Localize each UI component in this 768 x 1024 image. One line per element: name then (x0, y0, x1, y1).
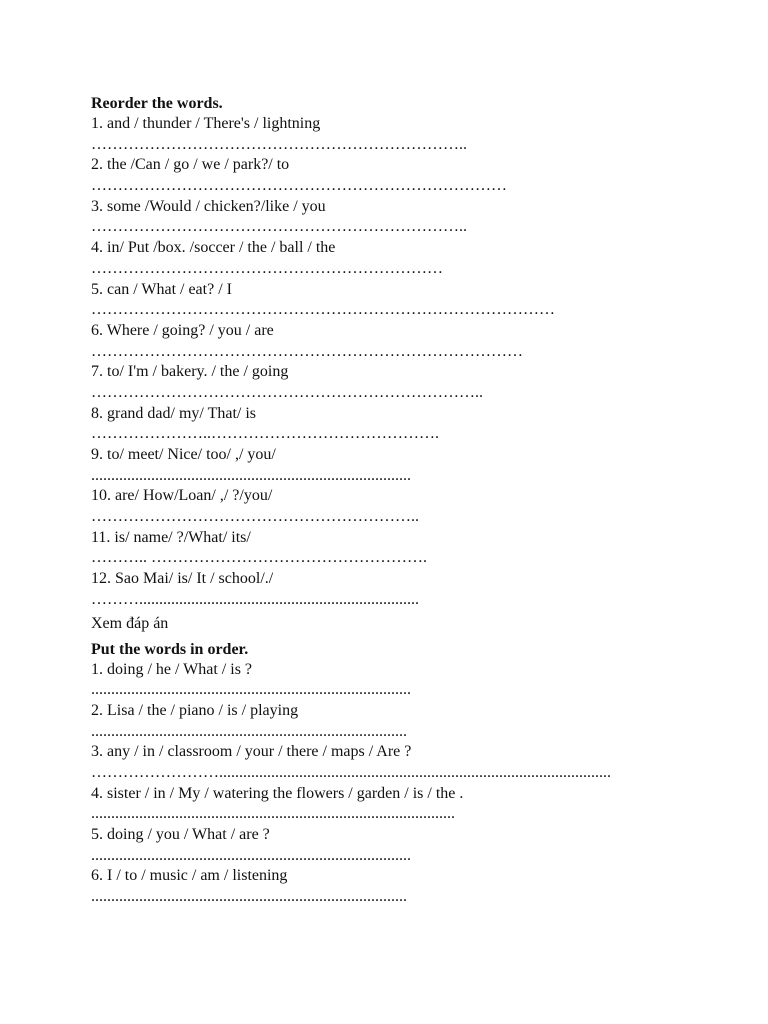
answer-line: ………………………………………………………… (91, 259, 443, 277)
question-text: 5. can / What / eat? / I (91, 280, 232, 298)
section1-list (91, 114, 711, 611)
answer-line: ................................................................................ (91, 466, 411, 484)
answer-line: …………………………………………………………………… (91, 177, 507, 195)
question-text: 4. sister / in / My / watering the flowers / garden / is / the . (91, 784, 464, 802)
question-text: 10. are/ How/Loan/ ,/ ?/you/ (91, 487, 273, 505)
answer-line: ........................................................................................... (91, 805, 455, 823)
question-text: 3. any / in / classroom / your / there / maps / Are ? (91, 743, 412, 761)
question-text: 2. the /Can / go / we / park?/ to (91, 156, 290, 174)
section2-heading: Put the words in order. (91, 640, 249, 658)
worksheet-content (91, 94, 711, 908)
question-text: 12. Sao Mai/ is/ It / school/./ (91, 570, 274, 588)
section1-heading: Reorder the words. (91, 95, 223, 112)
answer-line: ............................................................................... (91, 888, 407, 906)
answer-line: …………………………………………………….. (91, 508, 419, 526)
question-text: 6. I / to / music / am / listening (91, 867, 288, 885)
answer-line: …………………………………………………………….. (91, 218, 467, 236)
answer-line: …………………..……………………………………. (91, 425, 439, 443)
question-text: 3. some /Would / chicken?/like / you (91, 197, 326, 215)
question-text: 5. doing / you / What / are ? (91, 826, 270, 843)
answer-line: ............................................................................... (91, 722, 407, 740)
answer-line: ……….. ……………………………………………. (91, 549, 427, 567)
question-text: 2. Lisa / the / piano / is / playing (91, 701, 299, 719)
question-text: 7. to/ I'm / bakery. / the / going (91, 363, 289, 381)
answer-line: ……………………………………………………………….. (91, 383, 483, 401)
answer-line: …………………………………………………………………………… (91, 301, 555, 319)
answer-link[interactable]: Xem đáp án (91, 614, 169, 632)
question-text: 4. in/ Put /box. /soccer / the / ball / the (91, 239, 336, 257)
answer-line: ................................................................................ (91, 846, 411, 864)
section2-list (91, 660, 711, 908)
question-text: 8. grand dad/ my/ That/ is (91, 404, 257, 422)
question-text: 1. and / thunder / There's / lightning (91, 115, 321, 132)
answer-line: ………...................................................................... (91, 590, 419, 608)
question-text: 6. Where / going? / you / are (91, 321, 274, 339)
question-text: 9. to/ meet/ Nice/ too/ ,/ you/ (91, 446, 276, 463)
answer-line: …………………………………………………………….. (91, 135, 467, 153)
answer-line: ................................................................................ (91, 681, 411, 699)
answer-line: …………………….................................................................................................. (91, 763, 611, 781)
question-text: 1. doing / he / What / is ? (91, 660, 253, 678)
answer-line: ……………………………………………………………………… (91, 342, 523, 360)
question-text: 11. is/ name/ ?/What/ its/ (91, 528, 251, 546)
